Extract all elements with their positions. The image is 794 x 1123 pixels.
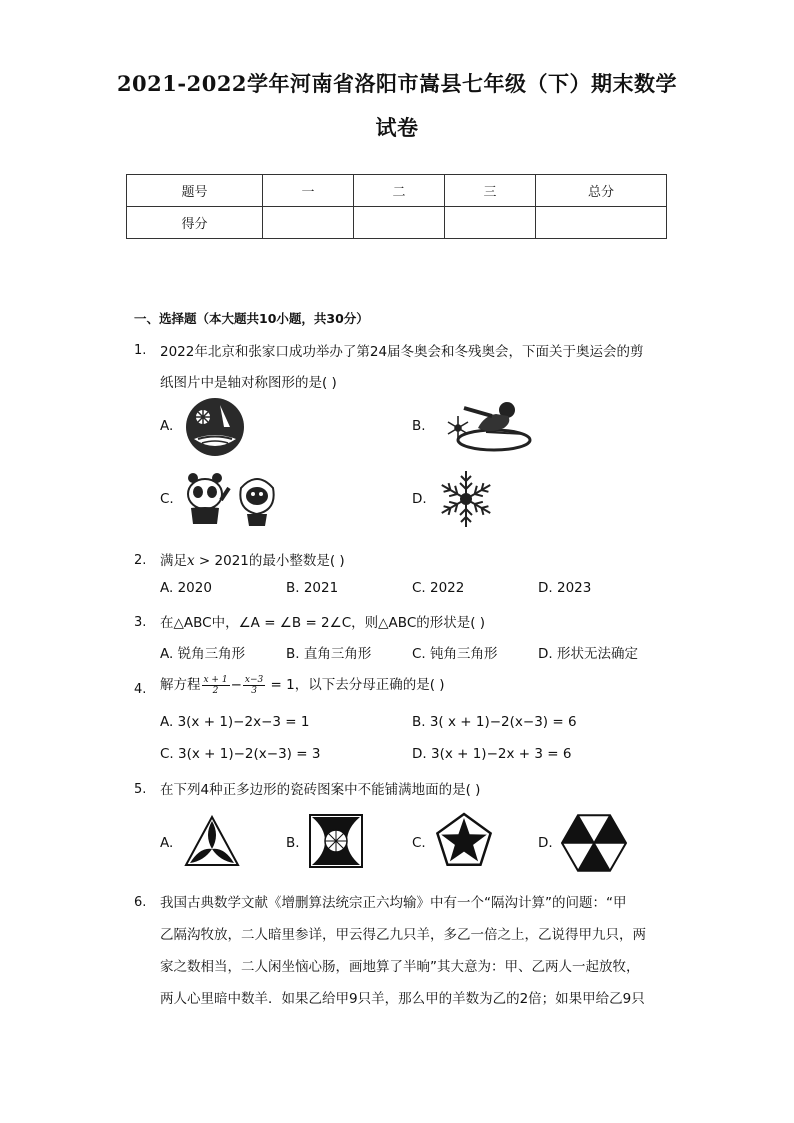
fraction-numerator: x + 1 xyxy=(203,674,228,685)
stem-text: > 2021的最小整数是( ) xyxy=(194,553,345,569)
fraction-denominator: 2 xyxy=(212,685,219,696)
option-c: C. 钝角三角形 xyxy=(412,646,498,662)
score-cell[interactable] xyxy=(354,207,445,239)
minus-sign: − xyxy=(230,677,242,693)
mascot-pair-image xyxy=(181,470,281,528)
snowflake-image xyxy=(436,466,496,532)
papercut-skater-image xyxy=(434,398,532,456)
question-text: 2022年北京和张家口成功举办了第24届冬奥会和冬残奥会，下面关于奥运会的剪 xyxy=(160,344,644,360)
question-text: 在下列4种正多边形的瓷砖图案中不能铺满地面的是( ) xyxy=(160,782,481,798)
section-heading: 一、选择题（本大题共10小题，共30分） xyxy=(134,311,369,326)
triangle-tile-image xyxy=(184,815,240,867)
fraction-numerator: x−3 xyxy=(244,674,264,685)
option-label: D. xyxy=(412,491,427,507)
question-number: 3. xyxy=(134,615,147,630)
question-text: 在△ABC中，∠A = ∠B = 2∠C，则△ABC的形状是( ) xyxy=(160,615,486,631)
question-number: 1. xyxy=(134,343,147,358)
question-text: 乙隔沟牧放，二人暗里参详，甲云得乙九只羊，多乙一倍之上，乙说得甲九只，两 xyxy=(160,927,646,943)
stem-text: 解方程 xyxy=(160,677,201,693)
option-b: B. 直角三角形 xyxy=(286,646,372,662)
option-d: D. 3(x + 1)−2x + 3 = 6 xyxy=(412,746,572,762)
math-variable: x xyxy=(187,553,195,569)
pentagon-tile-image xyxy=(434,812,494,870)
option-a: A. 锐角三角形 xyxy=(160,646,246,662)
option-label: C. xyxy=(412,835,426,851)
score-table-header-row xyxy=(127,175,667,207)
hexagon-tile-image xyxy=(561,814,627,872)
square-tile-image xyxy=(309,814,363,868)
score-header-cell: 总分 xyxy=(536,175,667,207)
question-number: 2. xyxy=(134,553,147,568)
score-cell[interactable] xyxy=(445,207,536,239)
score-header-cell: 题号 xyxy=(127,175,263,207)
score-table xyxy=(126,174,667,239)
score-table-score-row xyxy=(127,207,667,239)
fraction xyxy=(202,675,230,696)
option-label: B. xyxy=(286,835,300,851)
question-text xyxy=(160,549,345,569)
score-header-cell: 三 xyxy=(445,175,536,207)
stem-text: = 1，以下去分母正确的是( ) xyxy=(266,677,445,693)
score-row-label: 得分 xyxy=(127,207,263,239)
question-number: 4. xyxy=(134,682,147,697)
question-text: 家之数相当，二人闲坐恼心肠，画地算了半晌”其大意为：甲、乙两人一起放牧， xyxy=(160,959,640,975)
question-number: 6. xyxy=(134,895,147,910)
option-b: B. 2021 xyxy=(286,580,339,596)
option-label: D. xyxy=(538,835,553,851)
question-text xyxy=(160,673,445,696)
option-label: A. xyxy=(160,418,174,434)
question-text: 我国古典数学文献《增删算法统宗正六均输》中有一个“隔沟计算”的问题：“甲 xyxy=(160,895,627,911)
option-label: C. xyxy=(160,491,174,507)
papercut-snow-circle-image xyxy=(184,397,246,457)
score-cell[interactable] xyxy=(263,207,354,239)
option-c: C. 3(x + 1)−2(x−3) = 3 xyxy=(160,746,321,762)
stem-text: 满足 xyxy=(160,553,187,569)
option-label: A. xyxy=(160,835,174,851)
fraction-denominator: 3 xyxy=(251,685,257,696)
score-header-cell: 一 xyxy=(263,175,354,207)
option-d: D. 形状无法确定 xyxy=(538,646,638,662)
score-cell[interactable] xyxy=(536,207,667,239)
option-b: B. 3( x + 1)−2(x−3) = 6 xyxy=(412,714,577,730)
option-c: C. 2022 xyxy=(412,580,465,596)
option-a: A. 2020 xyxy=(160,580,212,596)
page-title-line2: 试卷 xyxy=(375,115,419,140)
score-header-cell: 二 xyxy=(354,175,445,207)
question-text: 两人心里暗中数羊．如果乙给甲9只羊，那么甲的羊数为乙的2倍；如果甲给乙9只 xyxy=(160,991,645,1007)
option-d: D. 2023 xyxy=(538,580,592,596)
question-number: 5. xyxy=(134,782,147,797)
option-a: A. 3(x + 1)−2x−3 = 1 xyxy=(160,714,310,730)
option-label: B. xyxy=(412,418,426,434)
fraction xyxy=(243,675,265,696)
question-text: 纸图片中是轴对称图形的是( ) xyxy=(160,375,337,391)
page-title-line1: 2021-2022学年河南省洛阳市嵩县七年级（下）期末数学 xyxy=(116,71,678,96)
